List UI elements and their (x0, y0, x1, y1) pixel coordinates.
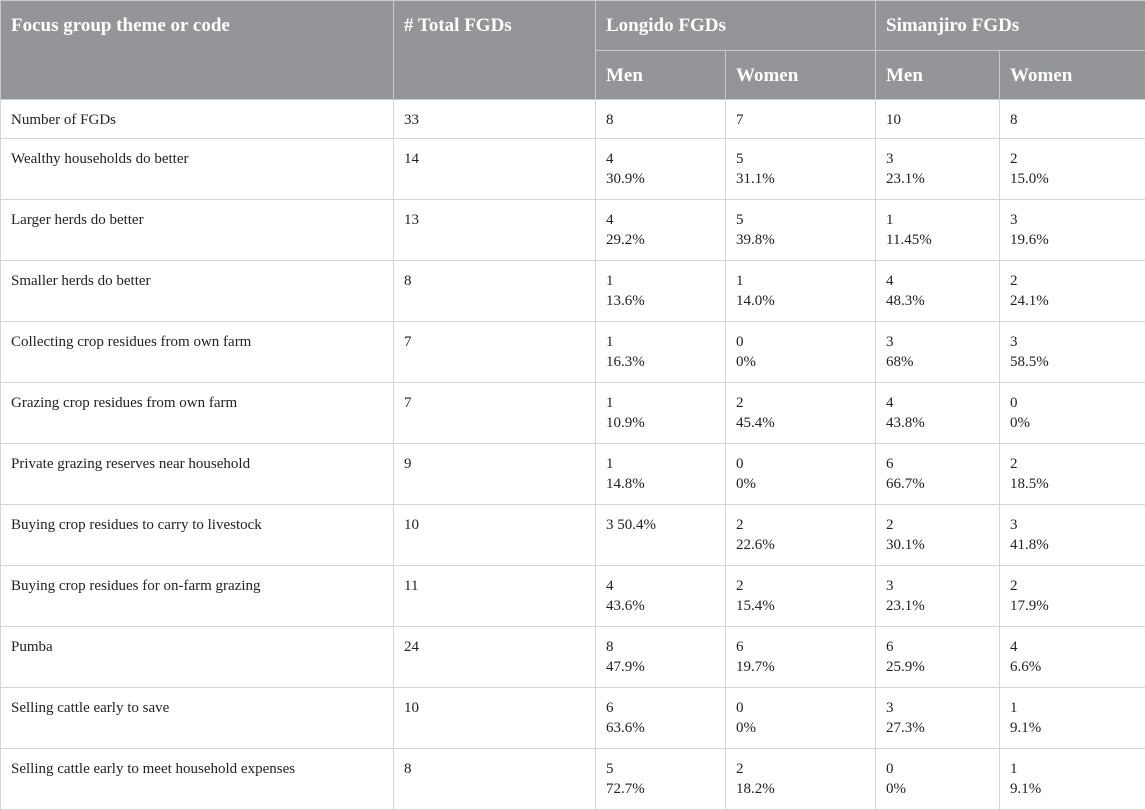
cell-simanjiro-men (876, 749, 1000, 810)
cell-theme-value: Selling cattle early to meet household expenses (11, 759, 383, 779)
cell-longido-women-value: 0 0% (736, 332, 865, 372)
cell-simanjiro-men (876, 688, 1000, 749)
header-longido: Longido FGDs (596, 1, 876, 51)
cell-total (394, 139, 596, 200)
cell-simanjiro-women-value: 1 9.1% (1010, 759, 1135, 799)
cell-simanjiro-men-value: 6 66.7% (886, 454, 989, 494)
cell-simanjiro-men-value: 10 (886, 110, 989, 130)
cell-simanjiro-women (1000, 749, 1145, 810)
cell-theme-value: Buying crop residues for on-farm grazing (11, 576, 383, 596)
cell-longido-women (726, 505, 876, 566)
cell-simanjiro-men-value: 1 11.45% (886, 210, 989, 250)
cell-simanjiro-women-value: 4 6.6% (1010, 637, 1135, 677)
cell-total (394, 444, 596, 505)
cell-theme (1, 566, 394, 627)
cell-total (394, 383, 596, 444)
cell-longido-women (726, 749, 876, 810)
cell-longido-men (596, 688, 726, 749)
cell-theme (1, 627, 394, 688)
cell-theme (1, 100, 394, 139)
header-longido-women: Women (726, 51, 876, 100)
cell-simanjiro-women-value: 2 17.9% (1010, 576, 1135, 616)
table-row (1, 749, 1145, 810)
cell-simanjiro-men (876, 200, 1000, 261)
cell-total-value: 14 (404, 149, 585, 169)
cell-theme (1, 688, 394, 749)
cell-simanjiro-women (1000, 566, 1145, 627)
cell-longido-women-value: 1 14.0% (736, 271, 865, 311)
header-theme: Focus group theme or code (1, 1, 394, 100)
table-row (1, 627, 1145, 688)
cell-longido-men-value: 3 50.4% (606, 515, 715, 535)
cell-total-value: 13 (404, 210, 585, 230)
cell-longido-women-value: 5 31.1% (736, 149, 865, 189)
cell-longido-men (596, 200, 726, 261)
cell-theme-value: Pumba (11, 637, 383, 657)
cell-longido-men-value: 5 72.7% (606, 759, 715, 799)
cell-simanjiro-men-value: 2 30.1% (886, 515, 989, 555)
cell-simanjiro-women (1000, 627, 1145, 688)
table-row (1, 200, 1145, 261)
table-row (1, 566, 1145, 627)
cell-longido-men (596, 322, 726, 383)
cell-simanjiro-women-value: 3 19.6% (1010, 210, 1135, 250)
cell-longido-men (596, 627, 726, 688)
cell-theme-value: Larger herds do better (11, 210, 383, 230)
cell-total-value: 8 (404, 271, 585, 291)
cell-simanjiro-men (876, 505, 1000, 566)
cell-simanjiro-men (876, 139, 1000, 200)
cell-longido-women-value: 0 0% (736, 698, 865, 738)
cell-simanjiro-women-value: 3 58.5% (1010, 332, 1135, 372)
cell-longido-women-value: 5 39.8% (736, 210, 865, 250)
cell-longido-men (596, 566, 726, 627)
table-row (1, 100, 1145, 139)
cell-longido-women (726, 322, 876, 383)
header-longido-men: Men (596, 51, 726, 100)
cell-longido-men-value: 6 63.6% (606, 698, 715, 738)
cell-simanjiro-men (876, 566, 1000, 627)
cell-simanjiro-men (876, 383, 1000, 444)
cell-theme (1, 322, 394, 383)
table-row (1, 139, 1145, 200)
cell-simanjiro-women-value: 1 9.1% (1010, 698, 1135, 738)
cell-theme-value: Smaller herds do better (11, 271, 383, 291)
cell-simanjiro-women (1000, 383, 1145, 444)
table-body (1, 100, 1145, 810)
cell-total-value: 8 (404, 759, 585, 779)
table-row (1, 261, 1145, 322)
cell-longido-women (726, 566, 876, 627)
table-row (1, 505, 1145, 566)
cell-total (394, 322, 596, 383)
cell-theme-value: Wealthy households do better (11, 149, 383, 169)
cell-theme (1, 505, 394, 566)
table-row (1, 688, 1145, 749)
cell-longido-men (596, 139, 726, 200)
cell-total (394, 627, 596, 688)
cell-longido-women (726, 100, 876, 139)
cell-simanjiro-women-value: 8 (1010, 110, 1135, 130)
cell-longido-men-value: 4 30.9% (606, 149, 715, 189)
cell-theme-value: Selling cattle early to save (11, 698, 383, 718)
cell-simanjiro-men (876, 322, 1000, 383)
cell-simanjiro-women-value: 2 24.1% (1010, 271, 1135, 311)
cell-simanjiro-men-value: 4 48.3% (886, 271, 989, 311)
cell-total (394, 261, 596, 322)
cell-total (394, 566, 596, 627)
cell-longido-men (596, 444, 726, 505)
cell-total (394, 505, 596, 566)
cell-longido-men-value: 1 10.9% (606, 393, 715, 433)
cell-theme (1, 139, 394, 200)
cell-simanjiro-women (1000, 688, 1145, 749)
cell-simanjiro-men-value: 3 27.3% (886, 698, 989, 738)
cell-theme (1, 383, 394, 444)
cell-simanjiro-men-value: 3 23.1% (886, 576, 989, 616)
cell-simanjiro-women-value: 3 41.8% (1010, 515, 1135, 555)
cell-theme (1, 749, 394, 810)
cell-longido-women-value: 2 22.6% (736, 515, 865, 555)
cell-longido-men (596, 749, 726, 810)
cell-simanjiro-women (1000, 505, 1145, 566)
cell-longido-women (726, 139, 876, 200)
cell-longido-women (726, 261, 876, 322)
cell-total-value: 9 (404, 454, 585, 474)
cell-longido-men-value: 8 (606, 110, 715, 130)
cell-simanjiro-women-value: 0 0% (1010, 393, 1135, 433)
cell-longido-men-value: 1 16.3% (606, 332, 715, 372)
cell-longido-women (726, 627, 876, 688)
cell-simanjiro-women (1000, 200, 1145, 261)
table-row (1, 322, 1145, 383)
cell-longido-women (726, 688, 876, 749)
header-row-1 (1, 1, 1145, 51)
cell-total-value: 24 (404, 637, 585, 657)
cell-longido-men (596, 505, 726, 566)
cell-simanjiro-men-value: 6 25.9% (886, 637, 989, 677)
cell-longido-men-value: 4 29.2% (606, 210, 715, 250)
cell-total-value: 10 (404, 698, 585, 718)
cell-theme-value: Grazing crop residues from own farm (11, 393, 383, 413)
cell-longido-women-value: 2 18.2% (736, 759, 865, 799)
cell-total (394, 749, 596, 810)
cell-simanjiro-men (876, 627, 1000, 688)
cell-longido-men (596, 261, 726, 322)
cell-theme (1, 200, 394, 261)
cell-simanjiro-men (876, 444, 1000, 505)
cell-simanjiro-women (1000, 139, 1145, 200)
cell-longido-men-value: 4 43.6% (606, 576, 715, 616)
cell-longido-men-value: 1 14.8% (606, 454, 715, 494)
cell-total (394, 200, 596, 261)
cell-longido-women-value: 6 19.7% (736, 637, 865, 677)
header-simanjiro: Simanjiro FGDs (876, 1, 1145, 51)
cell-total-value: 33 (404, 110, 585, 130)
cell-theme-value: Buying crop residues to carry to livestock (11, 515, 383, 535)
table-row (1, 383, 1145, 444)
cell-simanjiro-women (1000, 444, 1145, 505)
cell-simanjiro-men-value: 3 68% (886, 332, 989, 372)
header-simanjiro-men: Men (876, 51, 1000, 100)
cell-longido-men (596, 383, 726, 444)
table-row (1, 444, 1145, 505)
cell-total (394, 100, 596, 139)
cell-longido-men-value: 8 47.9% (606, 637, 715, 677)
cell-simanjiro-men-value: 4 43.8% (886, 393, 989, 433)
cell-simanjiro-women (1000, 100, 1145, 139)
cell-theme-value: Private grazing reserves near household (11, 454, 383, 474)
header-simanjiro-women: Women (1000, 51, 1145, 100)
cell-total-value: 10 (404, 515, 585, 535)
cell-simanjiro-men (876, 261, 1000, 322)
cell-theme (1, 261, 394, 322)
cell-simanjiro-men-value: 3 23.1% (886, 149, 989, 189)
cell-theme-value: Collecting crop residues from own farm (11, 332, 383, 352)
header-total: # Total FGDs (394, 1, 596, 100)
cell-simanjiro-women (1000, 261, 1145, 322)
cell-total (394, 688, 596, 749)
cell-simanjiro-women-value: 2 18.5% (1010, 454, 1135, 494)
cell-longido-women-value: 2 45.4% (736, 393, 865, 433)
cell-simanjiro-men-value: 0 0% (886, 759, 989, 799)
cell-longido-women (726, 383, 876, 444)
cell-simanjiro-men (876, 100, 1000, 139)
cell-longido-women-value: 2 15.4% (736, 576, 865, 616)
cell-longido-women-value: 0 0% (736, 454, 865, 494)
cell-longido-men (596, 100, 726, 139)
cell-simanjiro-women-value: 2 15.0% (1010, 149, 1135, 189)
cell-theme (1, 444, 394, 505)
cell-longido-women (726, 444, 876, 505)
cell-total-value: 11 (404, 576, 585, 596)
cell-simanjiro-women (1000, 322, 1145, 383)
cell-longido-women (726, 200, 876, 261)
cell-theme-value: Number of FGDs (11, 110, 383, 130)
cell-total-value: 7 (404, 393, 585, 413)
cell-longido-men-value: 1 13.6% (606, 271, 715, 311)
cell-total-value: 7 (404, 332, 585, 352)
table-header (1, 1, 1145, 100)
cell-longido-women-value: 7 (736, 110, 865, 130)
